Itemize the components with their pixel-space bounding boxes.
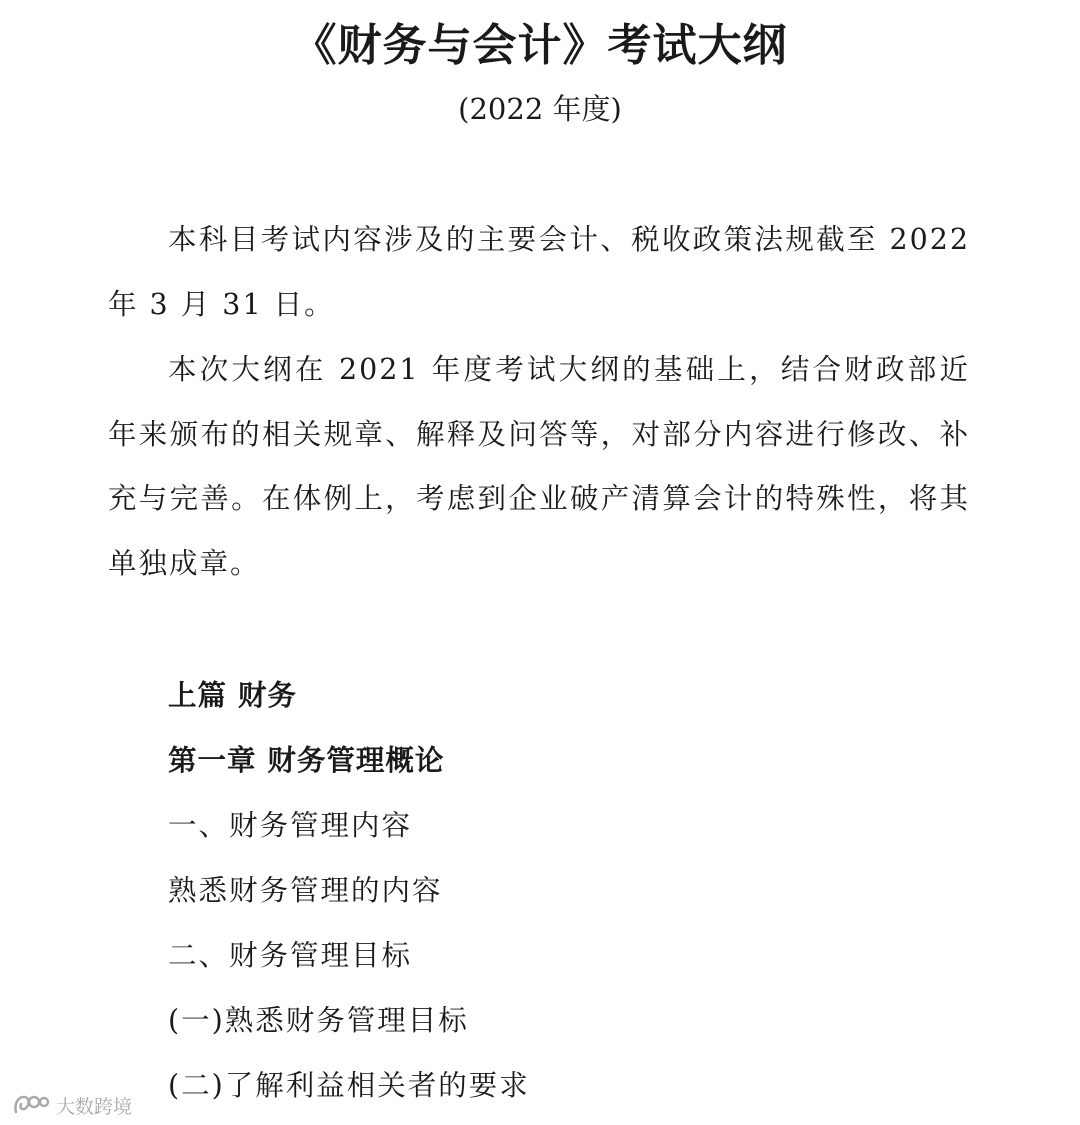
- outline-item: 二、财务管理目标: [168, 939, 413, 972]
- document-subtitle: (2022 年度): [458, 92, 622, 126]
- document-title: 《财务与会计》考试大纲: [292, 20, 788, 71]
- outline-item: 一、财务管理内容: [168, 809, 413, 842]
- outline-item: (二)了解利益相关者的要求: [168, 1069, 530, 1102]
- paragraph-revision: 本次大纲在 2021 年度考试大纲的基础上，结合财政部近年来颁布的相关规章、解释及问答等，对部分内容进行修改、补充与完善。在体例上，考虑到企业破产清算会计的特殊性，将其单独成章。: [108, 353, 970, 580]
- paragraph-scope: 本科目考试内容涉及的主要会计、税收政策法规截至 2022 年 3 月 31 日。: [108, 223, 970, 321]
- part-heading: 上篇 财务: [168, 679, 297, 712]
- watermark: [12, 1090, 132, 1120]
- watermark-text: 大数跨境: [56, 1095, 133, 1118]
- chapter-heading: 第一章 财务管理概论: [168, 744, 445, 777]
- outline-item: (一)熟悉财务管理目标: [168, 1004, 469, 1037]
- outline-item: 熟悉财务管理的内容: [168, 874, 443, 907]
- brand-logo-icon: [12, 1092, 50, 1118]
